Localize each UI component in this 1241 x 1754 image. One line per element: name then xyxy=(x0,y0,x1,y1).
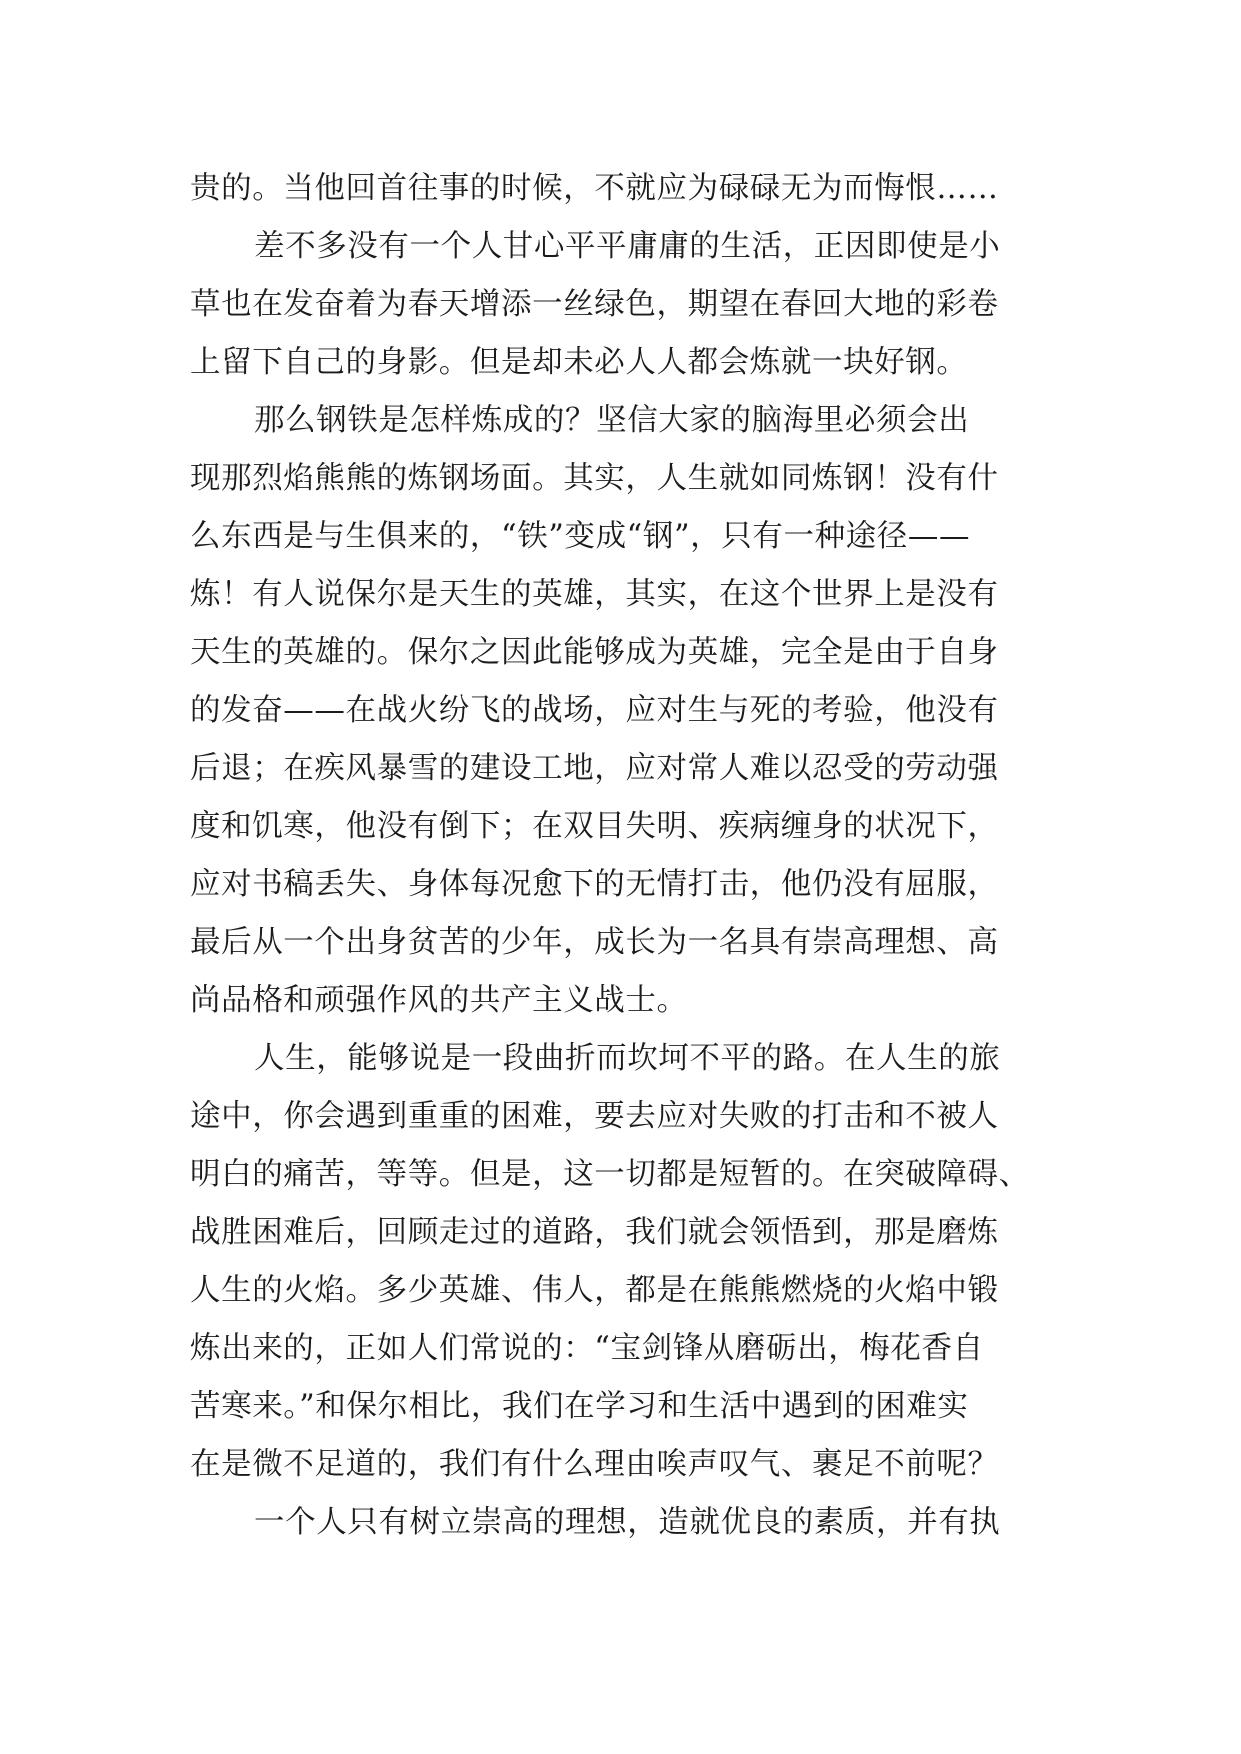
text-line: 尚品格和顽强作风的共产主义战士。 xyxy=(190,983,688,1018)
text-line: 天生的英雄的。保尔之因此能够成为英雄，完全是由于自身 xyxy=(190,635,999,670)
paragraph-start-line: 人生，能够说是一段曲折而坎坷不平的路。在人生的旅 xyxy=(254,1041,1001,1076)
text-line: 草也在发奋着为春天增添一丝绿色，期望在春回大地的彩卷 xyxy=(190,287,999,322)
text-line: 战胜困难后，回顾走过的道路，我们就会领悟到，那是磨炼 xyxy=(190,1215,999,1250)
text-line: 贵的。当他回首往事的时候，不就应为碌碌无为而悔恨…… xyxy=(190,171,999,206)
text-line: 最后从一个出身贫苦的少年，成长为一名具有崇高理想、高 xyxy=(190,925,999,960)
text-line: 炼！有人说保尔是天生的英雄，其实，在这个世界上是没有 xyxy=(190,577,999,612)
essay-body xyxy=(190,160,1060,1552)
text-line: 途中，你会遇到重重的困难，要去应对失败的打击和不被人 xyxy=(190,1099,999,1134)
text-line: 度和饥寒，他没有倒下；在双目失明、疾病缠身的状况下， xyxy=(190,809,999,844)
text-line: 应对书稿丢失、身体每况愈下的无情打击，他仍没有屈服， xyxy=(190,867,999,902)
paragraph-start-line: 一个人只有树立崇高的理想，造就优良的素质，并有执 xyxy=(254,1505,1001,1540)
text-line: 在是微不足道的，我们有什么理由唉声叹气、裹足不前呢？ xyxy=(190,1447,999,1482)
text-line: 明白的痛苦，等等。但是，这一切都是短暂的。在突破障碍、 xyxy=(190,1157,1030,1192)
text-line: 人生的火焰。多少英雄、伟人，都是在熊熊燃烧的火焰中锻 xyxy=(190,1273,999,1308)
paragraph-start-line: 差不多没有一个人甘心平平庸庸的生活，正因即使是小 xyxy=(254,229,1001,264)
text-line: 么东西是与生俱来的，“铁”变成“钢”，只有一种途径—— xyxy=(190,519,971,554)
text-line: 炼出来的，正如人们常说的：“宝剑锋从磨砺出，梅花香自 xyxy=(190,1331,984,1366)
text-line: 后退；在疾风暴雪的建设工地，应对常人难以忍受的劳动强 xyxy=(190,751,999,786)
text-line: 苦寒来。”和保尔相比，我们在学习和生活中遇到的困难实 xyxy=(190,1389,969,1424)
text-line: 上留下自己的身影。但是却未必人人都会炼就一块好钢。 xyxy=(190,345,968,380)
text-line: 的发奋——在战火纷飞的战场，应对生与死的考验，他没有 xyxy=(190,693,999,728)
text-line: 现那烈焰熊熊的炼钢场面。其实，人生就如同炼钢！没有什 xyxy=(190,461,999,496)
paragraph-start-line: 那么钢铁是怎样炼成的？坚信大家的脑海里必须会出 xyxy=(254,403,970,438)
